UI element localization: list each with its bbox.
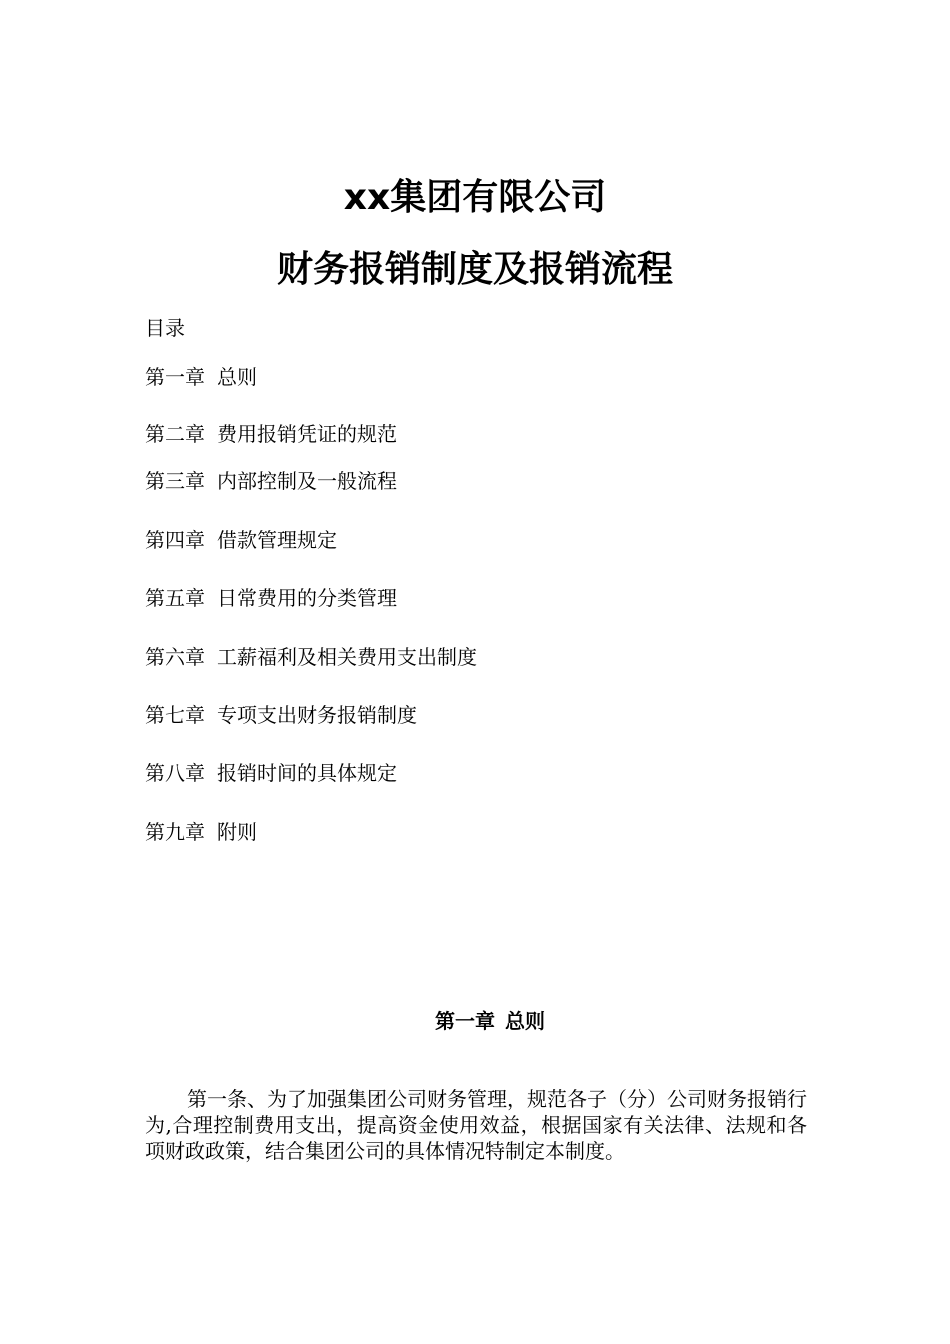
toc-item bbox=[145, 585, 397, 611]
toc-chapter-title: 专项支出财务报销制度 bbox=[217, 703, 417, 727]
chapter-title: 总则 bbox=[505, 1009, 545, 1033]
toc-chapter-number: 第二章 bbox=[145, 422, 205, 446]
toc-chapter-title: 工薪福利及相关费用支出制度 bbox=[217, 645, 477, 669]
toc-item bbox=[145, 527, 337, 553]
toc-chapter-number: 第六章 bbox=[145, 645, 205, 669]
toc-chapter-number: 第七章 bbox=[145, 703, 205, 727]
article-paragraph: 第一条、为了加强集团公司财务管理，规范各子（分）公司财务报销行为,合理控制费用支出，提高资金使用效益，根据国家有关法律、法规和各项财政政策，结合集团公司的具体情况特制定本制度。 bbox=[145, 1087, 807, 1163]
toc-chapter-number: 第九章 bbox=[145, 820, 205, 844]
company-title: xx集团有限公司 bbox=[343, 177, 607, 218]
toc-chapter-title: 附则 bbox=[217, 820, 257, 844]
document-title: 财务报销制度及报销流程 bbox=[276, 249, 673, 290]
toc-item bbox=[145, 421, 397, 447]
toc-chapter-title: 报销时间的具体规定 bbox=[217, 761, 397, 785]
chapter-number: 第一章 bbox=[435, 1009, 495, 1033]
toc-item bbox=[145, 819, 257, 845]
toc-chapter-number: 第五章 bbox=[145, 586, 205, 610]
toc-chapter-title: 日常费用的分类管理 bbox=[217, 586, 397, 610]
toc-chapter-number: 第四章 bbox=[145, 528, 205, 552]
chapter-heading bbox=[0, 1008, 950, 1034]
toc-chapter-title: 总则 bbox=[217, 365, 257, 389]
toc-chapter-number: 第八章 bbox=[145, 761, 205, 785]
toc-item bbox=[145, 760, 397, 786]
toc-item bbox=[145, 644, 477, 670]
toc-item bbox=[145, 364, 257, 390]
toc-chapter-title: 费用报销凭证的规范 bbox=[217, 422, 397, 446]
toc-item bbox=[145, 702, 417, 728]
toc-chapter-number: 第三章 bbox=[145, 469, 205, 493]
toc-item bbox=[145, 468, 397, 494]
toc-chapter-title: 借款管理规定 bbox=[217, 528, 337, 552]
toc-chapter-number: 第一章 bbox=[145, 365, 205, 389]
toc-label: 目录 bbox=[145, 316, 185, 340]
toc-chapter-title: 内部控制及一般流程 bbox=[217, 469, 397, 493]
